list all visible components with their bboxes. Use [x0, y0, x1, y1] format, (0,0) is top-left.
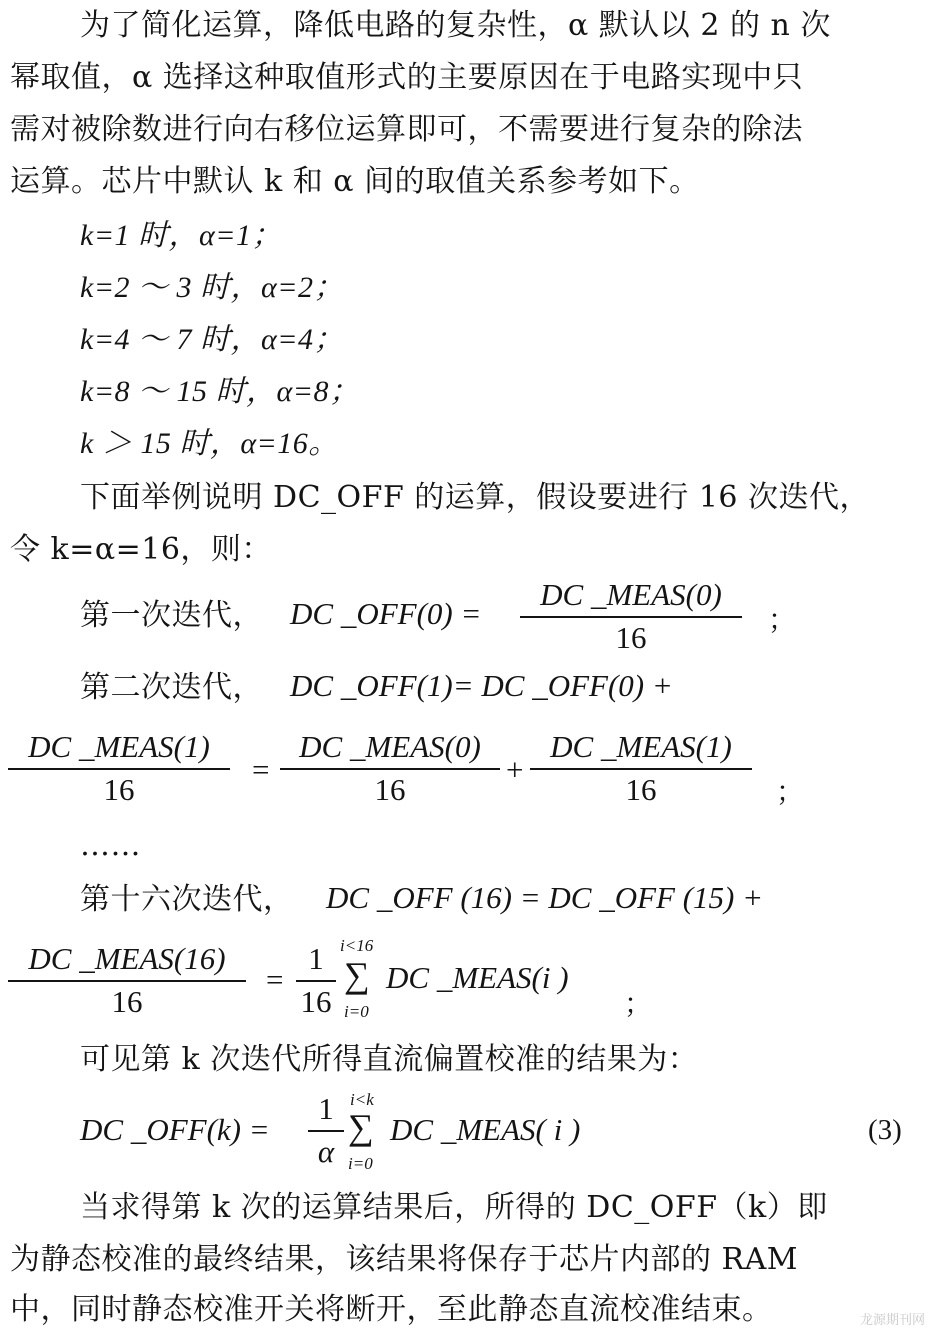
iter1-label: 第一次迭代， [80, 598, 263, 633]
eq3-lhs: DC _OFF(k) = [80, 1112, 270, 1147]
iter16-sum-lower: i=0 [344, 1002, 369, 1021]
case-k1: k=1 时，α=1； [80, 219, 283, 252]
iter16-sum-upper: i<16 [340, 936, 374, 955]
conclusion-line: 可见第 k 次迭代所得直流偏置校准的结果为： [80, 1042, 699, 1077]
para3-line3: 中，同时静态校准开关将断开，至此静态直流校准结束。 [10, 1292, 773, 1327]
ellipsis: …… [80, 828, 141, 863]
para2-line1: 下面举例说明 DC_OFF 的运算，假设要进行 16 次迭代， [80, 480, 871, 515]
iter1-end: ； [768, 605, 797, 636]
case-k2-3: k=2 ～ 3 时，α=2； [80, 271, 345, 304]
iter16-coef-numerator: 1 [296, 940, 336, 982]
para1-line1: 为了简化运算，降低电路的复杂性，α 默认以 2 的 n 次 [80, 8, 831, 43]
iter2-f1-numerator: DC _MEAS(1) [8, 728, 230, 770]
case-k-gt-15: k ＞ 15 时，α=16。 [80, 427, 339, 460]
eq3-sum-icon: ∑ [348, 1107, 374, 1147]
iter16-coef-denominator: 16 [300, 984, 332, 1019]
iter1-fraction [520, 576, 742, 658]
eq3-coefficient [308, 1090, 344, 1172]
iter2-fraction-2 [280, 728, 500, 810]
iter2-f3-denominator: 16 [625, 772, 657, 807]
iter16-coefficient [296, 940, 336, 1022]
eq3-sum-lower: i=0 [348, 1154, 373, 1173]
iter2-end: ； [776, 777, 805, 808]
iter1-numerator: DC _MEAS(0) [520, 576, 742, 618]
iter16-equals: = [266, 962, 284, 997]
iter2-plus: + [506, 752, 524, 787]
iter2-fraction-3 [530, 728, 752, 810]
para1-line2: 幂取值，α 选择这种取值形式的主要原因在于电路实现中只 [10, 60, 804, 95]
eq3-number: (3) [868, 1114, 902, 1146]
eq3-coef-denominator: α [317, 1134, 335, 1169]
iter2-f1-denominator: 16 [103, 772, 135, 807]
watermark-text: 龙源期刊网 [859, 1313, 925, 1328]
iter2-fraction-1 [8, 728, 230, 810]
iter16-sum-icon: ∑ [344, 955, 370, 995]
iter2-f3-numerator: DC _MEAS(1) [530, 728, 752, 770]
case-k4-7: k=4 ～ 7 时，α=4； [80, 323, 345, 356]
para1-line4: 运算。芯片中默认 k 和 α 间的取值关系参考如下。 [10, 164, 700, 199]
eq3-sum-upper: i<k [350, 1090, 374, 1109]
iter16-end: ； [624, 989, 653, 1020]
eq3-coef-numerator: 1 [308, 1090, 344, 1132]
iter2-lhs: DC _OFF(1)= DC _OFF(0) + [290, 668, 673, 703]
iter1-denominator: 16 [615, 620, 647, 655]
para3-line2: 为静态校准的最终结果，该结果将保存于芯片内部的 RAM [10, 1242, 799, 1277]
iter2-label: 第二次迭代， [80, 670, 263, 705]
case-k8-15: k=8 ～ 15 时，α=8； [80, 375, 360, 408]
para3-line1: 当求得第 k 次的运算结果后，所得的 DC_OFF（k）即 [80, 1190, 828, 1225]
iter16-f1-denominator: 16 [111, 984, 143, 1019]
iter16-fraction-1 [8, 940, 246, 1022]
iter16-lhs: DC _OFF (16) = DC _OFF (15) + [326, 880, 764, 915]
iter16-label: 第十六次迭代， [80, 882, 294, 917]
iter1-lhs: DC _OFF(0) = [290, 596, 482, 631]
eq3-sum-term: DC _MEAS( i ) [390, 1112, 581, 1147]
para1-line3: 需对被除数进行向右移位运算即可，不需要进行复杂的除法 [10, 112, 803, 147]
iter16-f1-numerator: DC _MEAS(16) [8, 940, 246, 982]
iter2-f2-numerator: DC _MEAS(0) [280, 728, 500, 770]
para2-line2: 令 k=α=16，则： [10, 532, 272, 567]
iter2-equals: = [252, 752, 270, 787]
iter2-f2-denominator: 16 [374, 772, 406, 807]
iter16-sum-term: DC _MEAS(i ) [386, 960, 569, 995]
